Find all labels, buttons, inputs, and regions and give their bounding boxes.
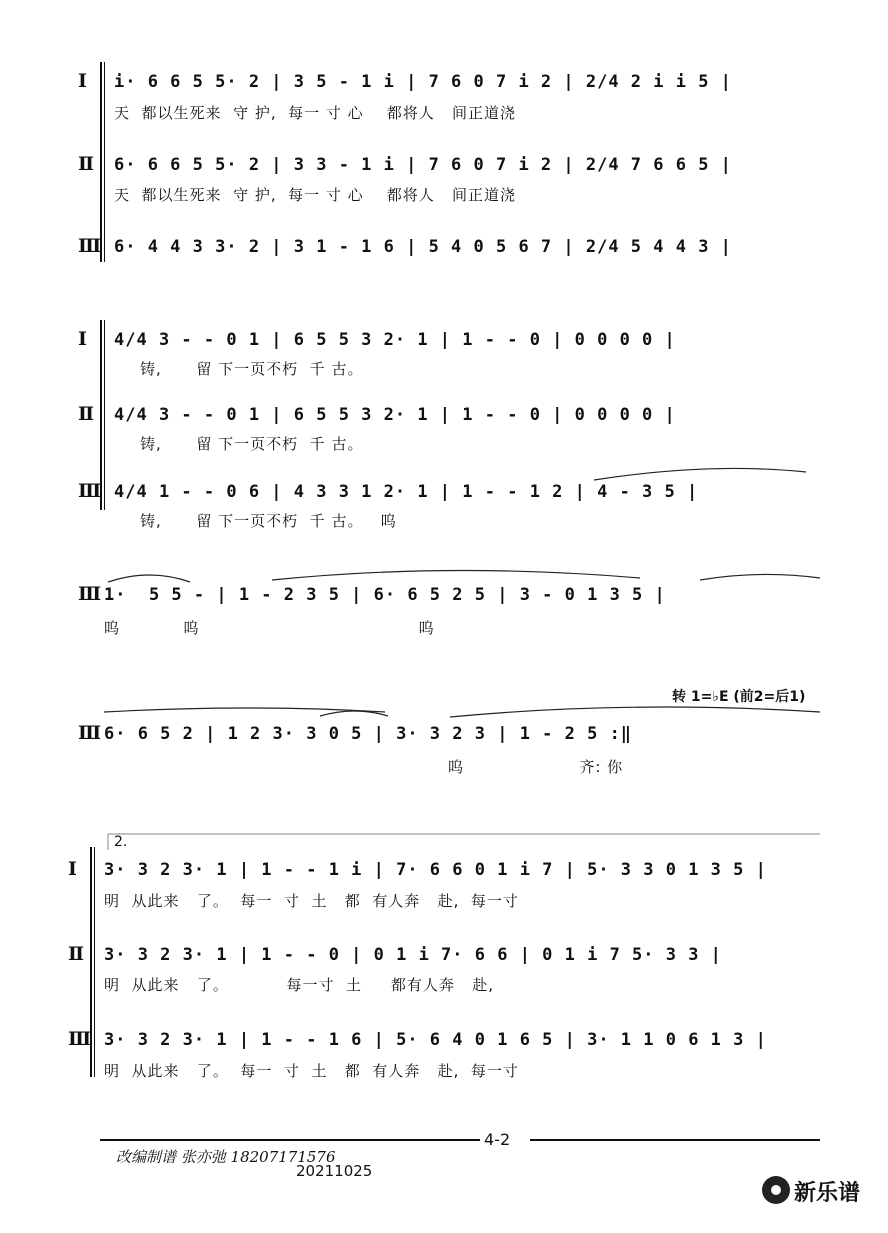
lyrics-line: 铸, 留 下一页不朽 千 古。: [140, 435, 364, 453]
slur: [450, 707, 820, 717]
notation-line: 1· 5 5 - | 1 - 2 3 5 | 6· 6 5 2 5 | 3 - 0 1 3 5 |: [104, 585, 666, 605]
notation-line: 3· 3 2 3· 1 | 1 - - 1 i | 7· 6 6 0 1 i 7 | 5· 3 3 0 1 3 5 |: [104, 860, 767, 880]
notation-line: i· 6 6 5 5· 2 | 3 5 - 1 i | 7 6 0 7 i 2 | 2/4 2 i i 5 |: [114, 72, 732, 92]
footer-rule-right: [530, 1139, 820, 1141]
lyrics-line: 铸, 留 下一页不朽 千 古。 呜: [140, 512, 397, 530]
part-label: Ⅱ: [68, 943, 85, 965]
slur: [700, 574, 820, 580]
notation-line: 6· 6 6 5 5· 2 | 3 3 - 1 i | 7 6 0 7 i 2 | 2/4 7 6 6 5 |: [114, 155, 732, 175]
part-label: Ⅲ: [78, 583, 102, 605]
slur: [272, 570, 640, 580]
part-label: Ⅰ: [78, 328, 87, 350]
lyrics-line: 明 从此来 了。 每一 寸 土 都 有人奔 赴, 每一寸: [104, 892, 519, 910]
credit-line: 改编制谱 张亦弛 18207171576: [116, 1148, 336, 1166]
footer-rule-left: [100, 1139, 480, 1141]
part-label: Ⅲ: [68, 1028, 92, 1050]
logo-text: 新乐谱: [794, 1181, 861, 1206]
part-label: Ⅰ: [68, 858, 77, 880]
lyrics-line: 明 从此来 了。 每一寸 土 都有人奔 赴,: [104, 976, 494, 994]
part-label: Ⅲ: [78, 480, 102, 502]
volta-label: 2.: [114, 834, 128, 850]
notation-line: 4/4 3 - - 0 1 | 6 5 5 3 2· 1 | 1 - - 0 | 0 0 0 0 |: [114, 405, 676, 425]
lyrics-line: 呜 呜 呜: [104, 619, 435, 637]
notation-line: 6· 6 5 2 | 1 2 3· 3 0 5 | 3· 3 2 3 | 1 - 2 5 :‖: [104, 724, 633, 744]
slur: [108, 575, 190, 582]
lyrics-line: 铸, 留 下一页不朽 千 古。: [140, 360, 364, 378]
slur: [594, 468, 806, 480]
notation-line: 4/4 1 - - 0 6 | 4 3 3 1 2· 1 | 1 - - 1 2 | 4 - 3 5 |: [114, 482, 699, 502]
part-label: Ⅰ: [78, 70, 87, 92]
page-number: 4-2: [484, 1130, 511, 1149]
notation-line: 6· 4 4 3 3· 2 | 3 1 - 1 6 | 5 4 0 5 6 7 | 2/4 5 4 4 3 |: [114, 237, 732, 257]
part-label: Ⅲ: [78, 235, 102, 257]
notation-line: 3· 3 2 3· 1 | 1 - - 0 | 0 1 i 7· 6 6 | 0 1 i 7 5· 3 3 |: [104, 945, 722, 965]
lyrics-line: 天 都以生死来 守 护, 每一 寸 心 都将人 间正道浇: [114, 104, 517, 122]
part-label: Ⅱ: [78, 403, 95, 425]
part-label: Ⅱ: [78, 153, 95, 175]
key-change-marking: 转 1=♭E (前2=后1): [672, 689, 806, 705]
notation-line: 3· 3 2 3· 1 | 1 - - 1 6 | 5· 6 4 0 1 6 5 | 3· 1 1 0 6 1 3 |: [104, 1030, 767, 1050]
part-label: Ⅲ: [78, 722, 102, 744]
lyrics-line: 明 从此来 了。 每一 寸 土 都 有人奔 赴, 每一寸: [104, 1062, 519, 1080]
notation-line: 4/4 3 - - 0 1 | 6 5 5 3 2· 1 | 1 - - 0 | 0 0 0 0 |: [114, 330, 676, 350]
date-line: 20211025: [296, 1162, 373, 1180]
lyrics-line: 呜 齐: 你: [448, 758, 624, 776]
lyrics-line: 天 都以生死来 守 护, 每一 寸 心 都将人 间正道浇: [114, 186, 517, 204]
logo-icon: [762, 1176, 790, 1204]
